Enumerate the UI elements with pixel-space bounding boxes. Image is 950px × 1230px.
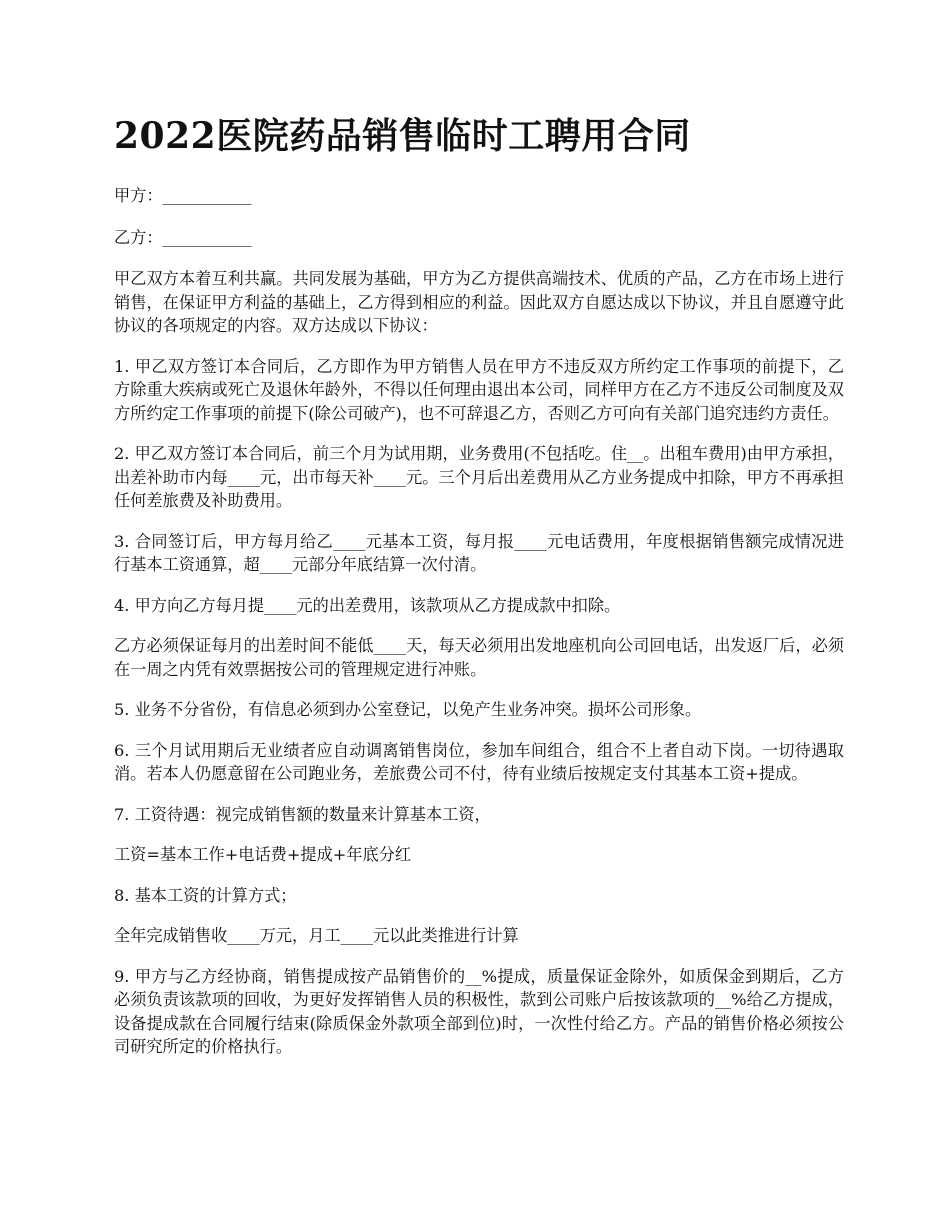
salary-calc-paragraph: 全年完成销售收____万元，月工____元以此类推进行计算 — [114, 926, 519, 945]
clause-4-note-paragraph: 乙方必须保证每月的出差时间不能低____天，每天必须用出发地座机向公司回电话，出发返厂后，必须在一周之内凭有效票据按公司的管理规定进行冲账。 — [114, 636, 844, 679]
document-title: 2022医院药品销售临时工聘用合同 — [114, 115, 691, 157]
clause-3-paragraph: 3. 合同签订后，甲方每月给乙____元基本工资，每月报____元电话费用，年度根据销售额完成情况进行基本工资通算，超____元部分年底结算一次付清。 — [114, 531, 844, 574]
clause-2-paragraph: 2. 甲乙双方签订本合同后，前三个月为试用期，业务费用(不包括吃。住__。出租车费用)由甲方承担，出差补助市内每____元，出市每天补____元。三个月后出差费用从乙方业务提成中扣除，甲方不再承担任何差旅费及补助费用。 — [114, 444, 844, 510]
salary-formula-paragraph: 工资=基本工作+电话费+提成+年底分红 — [114, 845, 412, 864]
clause-1-paragraph: 1. 甲乙双方签订本合同后，乙方即作为甲方销售人员在甲方不违反双方所约定工作事项的前提下，乙方除重大疾病或死亡及退休年龄外，不得以任何理由退出本公司，同样甲方在乙方不违反公司制度及双方所约定工作事项的前提下(除公司破产)，也不可辞退乙方，否则乙方可向有关部门追究违约方责任。 — [114, 356, 844, 423]
clause-6-paragraph: 6. 三个月试用期后无业绩者应自动调离销售岗位，参加车间组合，组合不上者自动下岗。一切待遇取消。若本人仍愿意留在公司跑业务，差旅费公司不付，待有业绩后按规定支付其基本工资+提成。 — [114, 740, 844, 783]
clause-9-paragraph: 9. 甲方与乙方经协商，销售提成按产品销售价的__%提成，质量保证金除外，如质保金到期后，乙方必须负责该款项的回收，为更好发挥销售人员的积极性，款到公司账户后按该款项的__%给乙方提成，设备提成款在合同履行结束(除质保金外款项全部到位)时，一次性付给乙方。产品的销售价格必须按公司研究所定的价格执行。 — [114, 966, 844, 1056]
clause-8-paragraph: 8. 基本工资的计算方式； — [114, 885, 297, 905]
document-page — [114, 110, 844, 1076]
clause-7-paragraph: 7. 工资待遇：视完成销售额的数量来计算基本工资， — [114, 804, 491, 824]
clause-4-paragraph: 4. 甲方向乙方每月提____元的出差费用，该款项从乙方提成款中扣除。 — [114, 595, 621, 615]
party-b-line: 乙方：___________ — [114, 227, 252, 247]
preamble-paragraph: 甲乙双方本着互利共赢。共同发展为基础，甲方为乙方提供高端技术、优质的产品，乙方在市场上进行销售，在保证甲方利益的基础上，乙方得到相应的利益。因此双方自愿达成以下协议，并且自愿遵守此协议的各项规定的内容。双方达成以下协议： — [114, 269, 844, 335]
party-a-line: 甲方：___________ — [114, 186, 252, 205]
clause-5-paragraph: 5. 业务不分省份，有信息必须到办公室登记，以免产生业务冲突。损坏公司形象。 — [114, 700, 702, 719]
